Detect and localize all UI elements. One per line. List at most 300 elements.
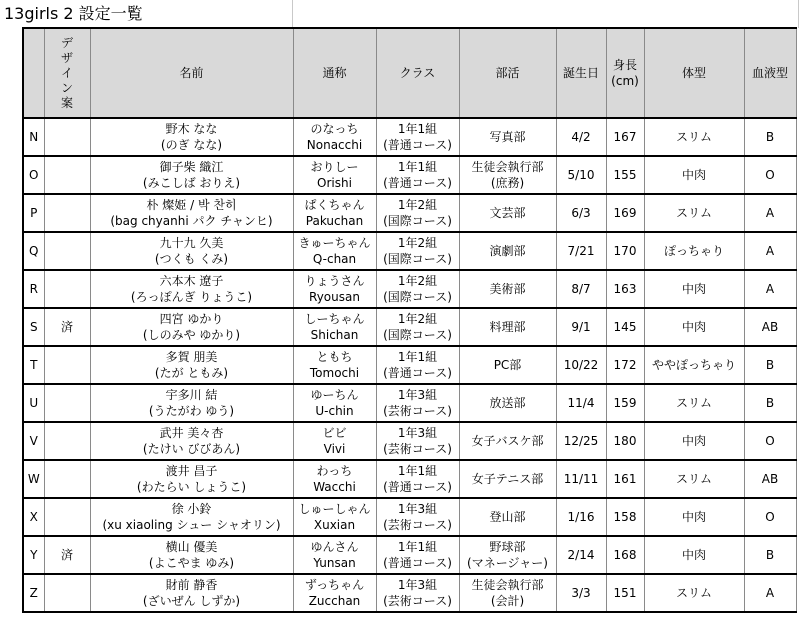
- body-type-cell[interactable]: [644, 156, 744, 194]
- birthday-cell[interactable]: [556, 422, 606, 460]
- birthday-cell-text: 11/11: [563, 472, 599, 486]
- class-cell-text: 1年3組: [397, 388, 438, 402]
- name-cell[interactable]: [90, 308, 293, 346]
- body-type-cell[interactable]: [644, 498, 744, 536]
- nickname-cell-text: Orishi: [317, 176, 352, 190]
- height-cell[interactable]: [606, 346, 644, 384]
- body-type-cell-text: 中肉: [681, 510, 706, 524]
- club-cell-text: (庶務): [490, 176, 525, 190]
- club-cell[interactable]: [459, 460, 556, 498]
- height-cell[interactable]: [606, 156, 644, 194]
- nickname-cell[interactable]: [293, 574, 376, 612]
- name-cell[interactable]: [90, 232, 293, 270]
- club-cell[interactable]: [459, 384, 556, 422]
- nickname-cell-text: ぱくちゃん: [304, 198, 365, 212]
- class-cell[interactable]: [376, 384, 459, 422]
- name-cell-text: (たけい びびあん): [142, 442, 241, 456]
- class-cell[interactable]: [376, 498, 459, 536]
- height-cell-text: 161: [613, 472, 637, 486]
- class-cell[interactable]: [376, 346, 459, 384]
- nickname-cell-text: Xuxian: [313, 518, 356, 532]
- nickname-cell-text: しゅーしゃん: [298, 502, 371, 516]
- height-cell[interactable]: [606, 270, 644, 308]
- row-letter-text: W: [27, 472, 40, 486]
- row-letter[interactable]: [23, 232, 44, 270]
- blood-type-cell-text: O: [765, 434, 775, 448]
- club-cell[interactable]: [459, 118, 556, 156]
- table-row: [23, 194, 796, 232]
- design-cell[interactable]: [44, 156, 90, 194]
- class-cell-text: 1年1組: [397, 160, 438, 174]
- nickname-cell-text: Q-chan: [312, 252, 357, 266]
- height-cell-text: 180: [613, 434, 637, 448]
- body-type-cell-text: 中肉: [681, 168, 706, 182]
- body-type-cell-text: 中肉: [681, 434, 706, 448]
- name-cell[interactable]: [90, 384, 293, 422]
- column-gridline: [292, 0, 293, 28]
- name-cell[interactable]: [90, 118, 293, 156]
- blood-type-cell-text: B: [765, 358, 775, 372]
- height-cell[interactable]: [606, 574, 644, 612]
- column-gridline: [798, 0, 799, 28]
- name-cell-text: (つくも くみ): [154, 252, 229, 266]
- birthday-cell[interactable]: [556, 118, 606, 156]
- blood-type-cell[interactable]: [744, 460, 796, 498]
- header-design[interactable]: [44, 28, 90, 118]
- blood-type-cell[interactable]: [744, 574, 796, 612]
- class-cell[interactable]: [376, 118, 459, 156]
- nickname-cell[interactable]: [293, 232, 376, 270]
- height-cell[interactable]: [606, 498, 644, 536]
- birthday-cell[interactable]: [556, 536, 606, 574]
- name-cell-text: (みこしば おりえ): [142, 176, 241, 190]
- birthday-cell[interactable]: [556, 346, 606, 384]
- birthday-cell-text: 8/7: [571, 282, 591, 296]
- height-cell[interactable]: [606, 536, 644, 574]
- birthday-cell[interactable]: [556, 232, 606, 270]
- height-cell[interactable]: [606, 460, 644, 498]
- name-cell-text: (のぎ なな): [160, 138, 223, 152]
- blood-type-cell[interactable]: [744, 536, 796, 574]
- club-cell[interactable]: [459, 498, 556, 536]
- design-cell[interactable]: [44, 422, 90, 460]
- row-letter-text: X: [29, 510, 38, 524]
- nickname-cell[interactable]: [293, 270, 376, 308]
- birthday-cell[interactable]: [556, 270, 606, 308]
- birthday-cell[interactable]: [556, 498, 606, 536]
- nickname-cell[interactable]: [293, 422, 376, 460]
- nickname-cell-text: わっち: [316, 464, 353, 478]
- row-letter-text: Z: [29, 586, 38, 600]
- nickname-cell-text: U-chin: [315, 404, 354, 418]
- height-cell-text: 163: [613, 282, 637, 296]
- class-cell-text: 1年1組: [397, 464, 438, 478]
- settings-table: [22, 27, 797, 613]
- class-cell[interactable]: [376, 156, 459, 194]
- row-letter-text: P: [30, 206, 38, 220]
- body-type-cell-text: 中肉: [681, 548, 706, 562]
- header-height-unit: (cm): [611, 74, 639, 88]
- name-cell[interactable]: [90, 270, 293, 308]
- header-birthday[interactable]: 誕生日: [556, 28, 606, 118]
- blood-type-cell[interactable]: [744, 270, 796, 308]
- nickname-cell-text: Yunsan: [313, 556, 356, 570]
- height-cell-text: 155: [613, 168, 637, 182]
- nickname-cell-text: ずっちゃん: [304, 578, 365, 592]
- blood-type-cell-text: A: [765, 244, 775, 258]
- class-cell-text: 1年3組: [397, 426, 438, 440]
- name-cell-text: 渡井 昌子: [165, 464, 218, 478]
- class-cell-text: 1年2組: [397, 274, 438, 288]
- birthday-cell-text: 12/25: [563, 434, 599, 448]
- nickname-cell[interactable]: [293, 156, 376, 194]
- club-cell[interactable]: [459, 422, 556, 460]
- class-cell[interactable]: [376, 232, 459, 270]
- blood-type-cell[interactable]: [744, 118, 796, 156]
- body-type-cell[interactable]: [644, 270, 744, 308]
- club-cell-text: 放送部: [489, 396, 526, 410]
- nickname-cell-text: Wacchi: [313, 480, 356, 494]
- row-letter[interactable]: [23, 422, 44, 460]
- nickname-cell-text: ゆーちん: [310, 388, 359, 402]
- height-cell[interactable]: [606, 232, 644, 270]
- height-cell-text: 167: [613, 130, 637, 144]
- blood-type-cell[interactable]: [744, 194, 796, 232]
- row-letter-text: U: [29, 396, 39, 410]
- row-letter[interactable]: [23, 498, 44, 536]
- height-cell[interactable]: [606, 194, 644, 232]
- height-cell[interactable]: [606, 118, 644, 156]
- body-type-cell[interactable]: [644, 422, 744, 460]
- club-cell-text: 美術部: [489, 282, 526, 296]
- table-row: [23, 346, 796, 384]
- design-cell[interactable]: [44, 194, 90, 232]
- header-body[interactable]: 体型: [644, 28, 744, 118]
- club-cell-text: 女子テニス部: [471, 472, 544, 486]
- height-cell-text: 172: [613, 358, 637, 372]
- class-cell-text: 1年3組: [397, 502, 438, 516]
- name-cell-text: (わたらい しょうこ): [136, 480, 247, 494]
- height-cell-text: 158: [613, 510, 637, 524]
- blood-type-cell-text: A: [765, 206, 775, 220]
- body-type-cell-text: ぽっちゃり: [663, 244, 724, 258]
- club-cell[interactable]: [459, 270, 556, 308]
- name-cell[interactable]: [90, 422, 293, 460]
- table-row: [23, 308, 796, 346]
- body-type-cell[interactable]: [644, 118, 744, 156]
- name-cell[interactable]: [90, 346, 293, 384]
- name-cell-text: (しのみや ゆかり): [142, 328, 241, 342]
- blood-type-cell-text: O: [765, 510, 775, 524]
- name-cell-text: (xu xiaoling シュー シャオリン): [102, 518, 281, 532]
- row-letter[interactable]: [23, 156, 44, 194]
- header-design-label: デザイン案: [60, 35, 73, 110]
- nickname-cell-text: ビビ: [322, 426, 347, 440]
- row-letter-text: N: [29, 130, 39, 144]
- table-row: [23, 422, 796, 460]
- row-letter-text: O: [29, 168, 39, 182]
- club-cell-text: PC部: [493, 358, 522, 372]
- header-row: [23, 28, 796, 118]
- class-cell-text: (芸術コース): [383, 518, 452, 532]
- nickname-cell-text: Pakuchan: [305, 214, 364, 228]
- height-cell-text: 151: [613, 586, 637, 600]
- body-type-cell[interactable]: [644, 536, 744, 574]
- blood-type-cell-text: O: [765, 168, 775, 182]
- class-cell[interactable]: [376, 194, 459, 232]
- design-cell[interactable]: [44, 270, 90, 308]
- birthday-cell-text: 6/3: [571, 206, 591, 220]
- blood-type-cell[interactable]: [744, 422, 796, 460]
- birthday-cell-text: 7/21: [567, 244, 595, 258]
- class-cell-text: (普通コース): [383, 556, 452, 570]
- nickname-cell-text: りょうさん: [304, 274, 365, 288]
- table-row: [23, 460, 796, 498]
- club-cell-text: 女子バスケ部: [471, 434, 544, 448]
- class-cell-text: (芸術コース): [383, 442, 452, 456]
- club-cell[interactable]: [459, 536, 556, 574]
- row-letter[interactable]: [23, 270, 44, 308]
- design-cell[interactable]: [44, 308, 90, 346]
- row-letter-text: R: [29, 282, 38, 296]
- nickname-cell[interactable]: [293, 118, 376, 156]
- nickname-cell-text: ゆんさん: [310, 540, 359, 554]
- class-cell-text: 1年1組: [397, 540, 438, 554]
- class-cell-text: (芸術コース): [383, 594, 452, 608]
- name-cell-text: 徐 小鈴: [171, 502, 212, 516]
- height-cell[interactable]: [606, 384, 644, 422]
- name-cell-text: (bag chyanhi パク チャンヒ): [110, 214, 273, 228]
- blood-type-cell[interactable]: [744, 384, 796, 422]
- height-cell-text: 170: [613, 244, 637, 258]
- club-cell-text: 生徒会執行部: [471, 578, 544, 592]
- birthday-cell-text: 10/22: [563, 358, 599, 372]
- club-cell-text: 写真部: [489, 130, 526, 144]
- header-club[interactable]: 部活: [459, 28, 556, 118]
- name-cell-text: (たが ともみ): [154, 366, 229, 380]
- class-cell[interactable]: [376, 308, 459, 346]
- club-cell-text: 料理部: [489, 320, 526, 334]
- name-cell-text: 武井 美々杏: [159, 426, 224, 440]
- name-cell-text: (ざいぜん しずか): [142, 594, 241, 608]
- class-cell-text: 1年3組: [397, 578, 438, 592]
- nickname-cell[interactable]: [293, 346, 376, 384]
- club-cell[interactable]: [459, 346, 556, 384]
- row-letter[interactable]: [23, 346, 44, 384]
- table-row: [23, 536, 796, 574]
- name-cell[interactable]: [90, 574, 293, 612]
- height-cell[interactable]: [606, 422, 644, 460]
- body-type-cell[interactable]: [644, 574, 744, 612]
- birthday-cell-text: 1/16: [567, 510, 595, 524]
- height-cell-text: 168: [613, 548, 637, 562]
- nickname-cell-text: Tomochi: [309, 366, 360, 380]
- birthday-cell[interactable]: [556, 308, 606, 346]
- nickname-cell[interactable]: [293, 384, 376, 422]
- name-cell[interactable]: [90, 156, 293, 194]
- table-row: [23, 270, 796, 308]
- name-cell-text: (よこやま ゆみ): [148, 556, 235, 570]
- body-type-cell[interactable]: [644, 232, 744, 270]
- header-row-letter: [23, 28, 44, 118]
- birthday-cell[interactable]: [556, 194, 606, 232]
- blood-type-cell-text: AB: [761, 320, 779, 334]
- class-cell-text: 1年2組: [397, 198, 438, 212]
- class-cell-text: (普通コース): [383, 480, 452, 494]
- nickname-cell-text: ともち: [316, 350, 353, 364]
- body-type-cell[interactable]: [644, 346, 744, 384]
- design-cell[interactable]: [44, 232, 90, 270]
- class-cell-text: 1年2組: [397, 312, 438, 326]
- header-blood[interactable]: 血液型: [744, 28, 796, 118]
- class-cell[interactable]: [376, 536, 459, 574]
- blood-type-cell-text: B: [765, 548, 775, 562]
- table-row: [23, 498, 796, 536]
- design-cell[interactable]: [44, 384, 90, 422]
- blood-type-cell-text: AB: [761, 472, 779, 486]
- birthday-cell-text: 2/14: [567, 548, 595, 562]
- row-letter-text: Q: [29, 244, 39, 258]
- blood-type-cell-text: B: [765, 130, 775, 144]
- design-cell[interactable]: [44, 346, 90, 384]
- nickname-cell-text: Vivi: [323, 442, 346, 456]
- class-cell[interactable]: [376, 574, 459, 612]
- name-cell-text: 六本木 遼子: [159, 274, 224, 288]
- class-cell[interactable]: [376, 270, 459, 308]
- table-row: [23, 384, 796, 422]
- nickname-cell[interactable]: [293, 498, 376, 536]
- nickname-cell[interactable]: [293, 536, 376, 574]
- body-type-cell[interactable]: [644, 308, 744, 346]
- club-cell-text: 登山部: [489, 510, 526, 524]
- body-type-cell-text: 中肉: [681, 320, 706, 334]
- name-cell-text: 野木 なな: [165, 122, 218, 136]
- nickname-cell-text: Shichan: [310, 328, 359, 342]
- header-class[interactable]: クラス: [376, 28, 459, 118]
- row-letter[interactable]: [23, 384, 44, 422]
- class-cell[interactable]: [376, 460, 459, 498]
- class-cell-text: 1年1組: [397, 350, 438, 364]
- birthday-cell[interactable]: [556, 384, 606, 422]
- nickname-cell-text: おりしー: [310, 160, 359, 174]
- design-cell[interactable]: [44, 118, 90, 156]
- blood-type-cell[interactable]: [744, 308, 796, 346]
- body-type-cell-text: スリム: [675, 206, 712, 220]
- class-cell-text: (普通コース): [383, 176, 452, 190]
- sheet-title: 13girls 2 設定一覧: [4, 4, 143, 23]
- header-height-label: 身長: [612, 58, 637, 72]
- blood-type-cell-text: A: [765, 282, 775, 296]
- club-cell[interactable]: [459, 232, 556, 270]
- design-cell-text: 済: [60, 320, 73, 334]
- header-height[interactable]: [606, 28, 644, 118]
- club-cell-text: (会計): [490, 594, 525, 608]
- header-nickname[interactable]: 通称: [293, 28, 376, 118]
- club-cell[interactable]: [459, 194, 556, 232]
- name-cell[interactable]: [90, 194, 293, 232]
- row-letter-text: T: [30, 358, 38, 372]
- row-letter[interactable]: [23, 194, 44, 232]
- table-row: [23, 156, 796, 194]
- body-type-cell-text: ややぽっちゃり: [651, 358, 736, 372]
- row-letter[interactable]: [23, 574, 44, 612]
- table-row: [23, 118, 796, 156]
- height-cell-text: 145: [613, 320, 637, 334]
- body-type-cell[interactable]: [644, 194, 744, 232]
- row-letter[interactable]: [23, 460, 44, 498]
- name-cell-text: 横山 優美: [165, 540, 218, 554]
- birthday-cell-text: 5/10: [567, 168, 595, 182]
- row-letter[interactable]: [23, 536, 44, 574]
- design-cell[interactable]: [44, 498, 90, 536]
- name-cell-text: 朴 燦姫 / 박 찬히: [146, 198, 237, 212]
- nickname-cell-text: Ryousan: [309, 290, 360, 304]
- table-row: [23, 574, 796, 612]
- nickname-cell-text: きゅーちゃん: [298, 236, 371, 250]
- blood-type-cell[interactable]: [744, 346, 796, 384]
- name-cell[interactable]: [90, 498, 293, 536]
- name-cell[interactable]: [90, 536, 293, 574]
- birthday-cell-text: 9/1: [571, 320, 591, 334]
- nickname-cell[interactable]: [293, 194, 376, 232]
- class-cell-text: (普通コース): [383, 366, 452, 380]
- birthday-cell[interactable]: [556, 460, 606, 498]
- table-row: [23, 232, 796, 270]
- design-cell[interactable]: [44, 536, 90, 574]
- birthday-cell[interactable]: [556, 156, 606, 194]
- height-cell-text: 169: [613, 206, 637, 220]
- name-cell-text: 御子柴 織江: [159, 160, 224, 174]
- blood-type-cell[interactable]: [744, 498, 796, 536]
- club-cell-text: 文芸部: [489, 206, 526, 220]
- blood-type-cell[interactable]: [744, 156, 796, 194]
- row-letter[interactable]: [23, 118, 44, 156]
- body-type-cell[interactable]: [644, 384, 744, 422]
- birthday-cell-text: 3/3: [571, 586, 591, 600]
- name-cell-text: 四宮 ゆかり: [159, 312, 224, 326]
- nickname-cell[interactable]: [293, 308, 376, 346]
- club-cell-text: 生徒会執行部: [471, 160, 544, 174]
- birthday-cell[interactable]: [556, 574, 606, 612]
- class-cell-text: (普通コース): [383, 138, 452, 152]
- body-type-cell-text: スリム: [675, 130, 712, 144]
- design-cell[interactable]: [44, 460, 90, 498]
- body-type-cell[interactable]: [644, 460, 744, 498]
- club-cell[interactable]: [459, 308, 556, 346]
- nickname-cell[interactable]: [293, 460, 376, 498]
- name-cell-text: 宇多川 結: [165, 388, 218, 402]
- class-cell-text: 1年1組: [397, 122, 438, 136]
- height-cell-text: 159: [613, 396, 637, 410]
- blood-type-cell-text: A: [765, 586, 775, 600]
- header-name[interactable]: 名前: [90, 28, 293, 118]
- design-cell[interactable]: [44, 574, 90, 612]
- blood-type-cell[interactable]: [744, 232, 796, 270]
- nickname-cell-text: Zucchan: [308, 594, 361, 608]
- class-cell-text: (国際コース): [383, 214, 452, 228]
- height-cell[interactable]: [606, 308, 644, 346]
- club-cell[interactable]: [459, 156, 556, 194]
- name-cell-text: 多賀 朋美: [165, 350, 218, 364]
- body-type-cell-text: スリム: [675, 472, 712, 486]
- name-cell[interactable]: [90, 460, 293, 498]
- row-letter[interactable]: [23, 308, 44, 346]
- row-letter-text: S: [29, 320, 38, 334]
- class-cell[interactable]: [376, 422, 459, 460]
- club-cell[interactable]: [459, 574, 556, 612]
- club-cell-text: 演劇部: [489, 244, 526, 258]
- body-type-cell-text: スリム: [675, 586, 712, 600]
